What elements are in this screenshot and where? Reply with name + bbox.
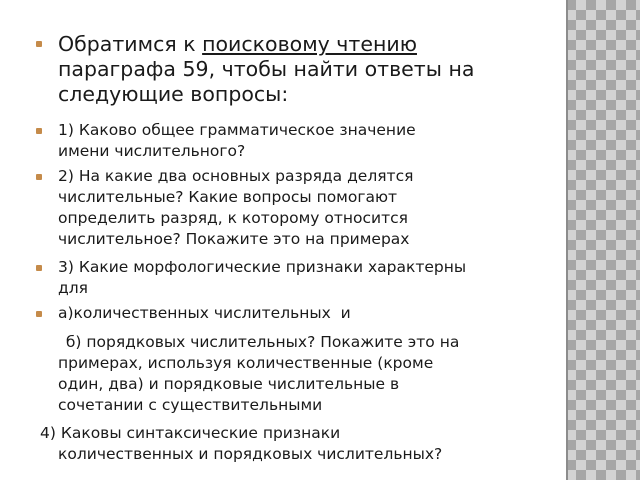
pattern-divider [566,0,568,480]
question-4 [40,423,442,465]
question-2-line-2: числительные? Какие вопросы помогают [58,188,398,206]
question-1-line-1: 1) Каково общее грамматическое значение [58,121,416,139]
question-2-line-3: определить разряд, к которому относится [58,209,408,227]
question-1 [58,120,548,162]
intro-paragraph [58,32,548,107]
question-3a-line-1: а)количественных числительных и [58,304,351,322]
question-3-line-1: 3) Какие морфологические признаки характерны [58,258,467,276]
bullet-icon [36,41,42,47]
bullet-icon [36,128,42,134]
intro-line-3: следующие вопросы: [58,82,289,106]
question-1-line-2: имени числительного? [58,142,246,160]
decorative-side-pattern [566,0,640,480]
question-2 [58,166,548,250]
question-3a [58,303,548,324]
question-3b [56,332,546,416]
bullet-icon [36,174,42,180]
question-3b-line-1: б) порядковых числительных? Покажите это на [56,333,460,351]
question-3-line-2: для [58,279,88,297]
bullet-icon [36,265,42,271]
question-3 [58,257,548,299]
question-2-line-4: числительное? Покажите это на примерах [58,230,410,248]
question-3b-line-4: сочетании с существительными [58,396,323,414]
question-3b-line-3: один, два) и порядковые числительные в [58,375,400,393]
question-3b-line-2: примерах, используя количественные (кроме [58,354,434,372]
question-2-line-1: 2) На какие два основных разряда делятся [58,167,414,185]
intro-line-2: параграфа 59, чтобы найти ответы на [58,57,475,81]
question-4-line-1: 4) Каковы синтаксические признаки [40,424,341,442]
question-4-line-2: количественных и порядковых числительных? [58,445,443,463]
intro-link[interactable]: поисковому чтению [202,32,417,56]
bullet-icon [36,311,42,317]
intro-text: Обратимся к [58,32,203,56]
intro-line-1 [58,32,548,57]
